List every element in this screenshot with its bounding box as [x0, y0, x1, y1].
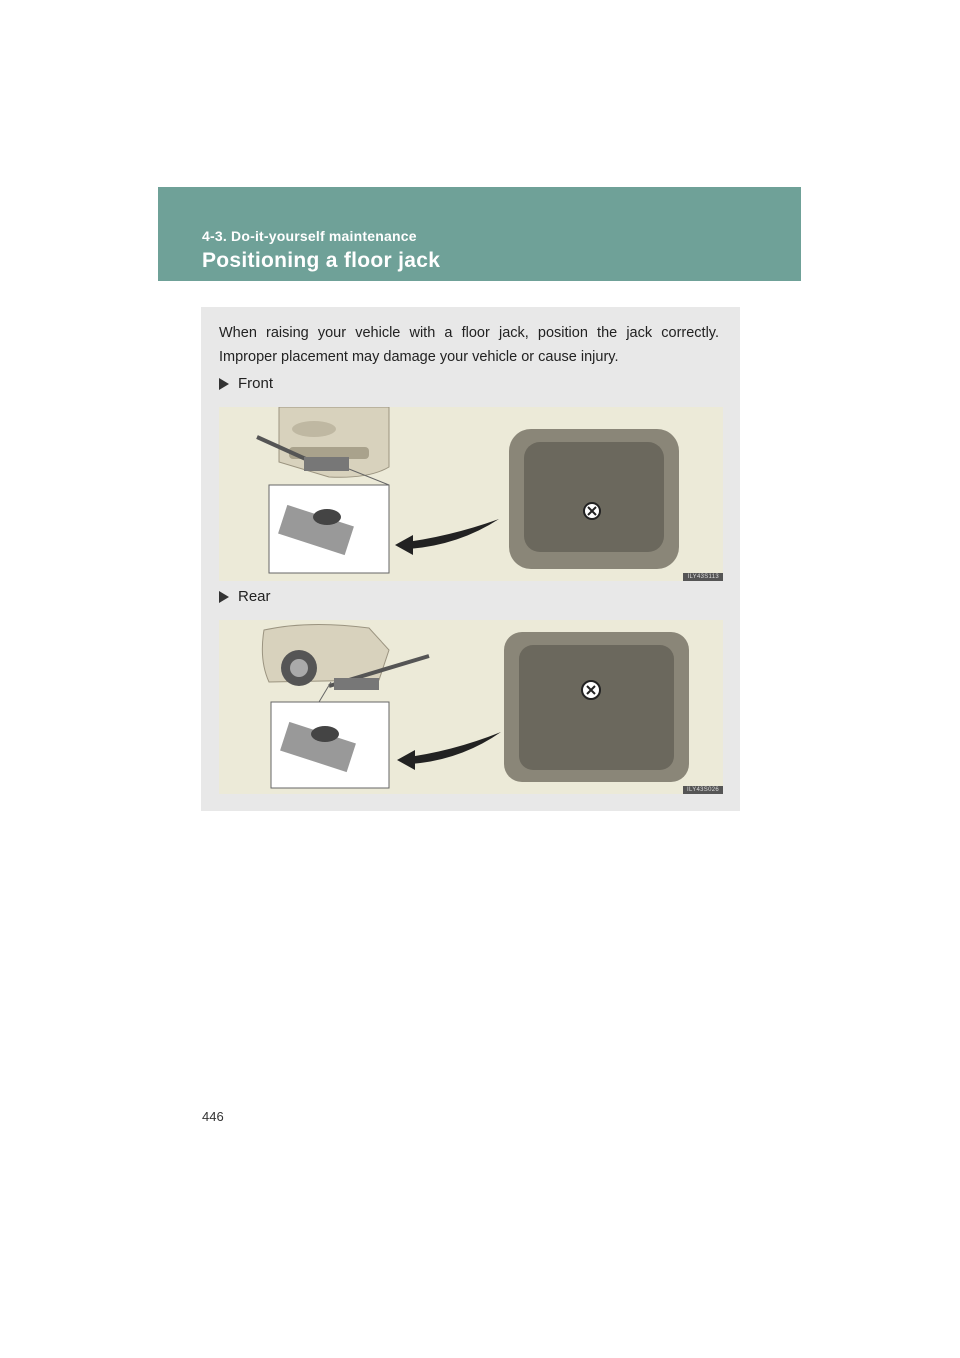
bullet-arrow-icon [219, 378, 229, 390]
section-label: 4-3. Do-it-yourself maintenance [202, 228, 417, 244]
bullet-arrow-icon [219, 591, 229, 603]
intro-paragraph: When raising your vehicle with a floor jack, position the jack correctly. Improper placement may damage your vehicle or cause injury. [219, 325, 719, 365]
front-heading [219, 375, 273, 392]
front-jack-illustration [219, 407, 723, 581]
front-label: Front [238, 375, 274, 392]
page-title: Positioning a floor jack [202, 249, 441, 272]
rear-jack-illustration [219, 620, 723, 794]
rear-label: Rear [238, 588, 271, 605]
front-jack-drawing [219, 407, 723, 581]
rear-heading [219, 588, 271, 605]
front-figure-code: ILY43S113 [683, 573, 723, 581]
page-number: 446 [202, 1109, 224, 1124]
rear-figure-code: ILY43S026 [683, 786, 723, 794]
rear-jack-drawing [219, 620, 723, 794]
